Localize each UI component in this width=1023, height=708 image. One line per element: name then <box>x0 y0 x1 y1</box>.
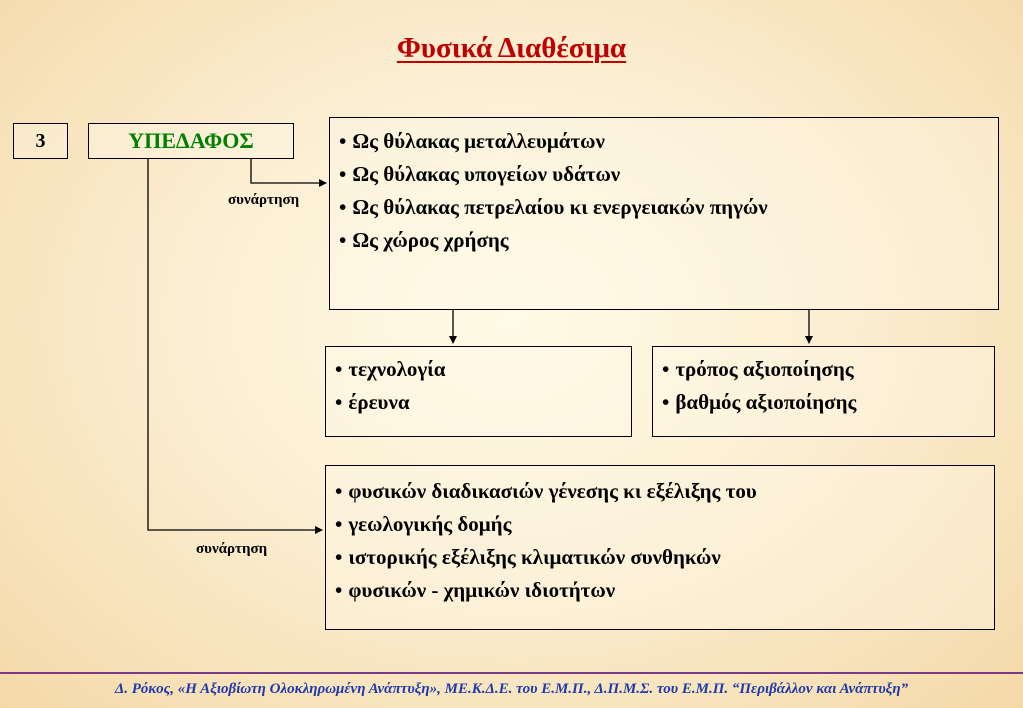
list-item: • βαθμός αξιοποίησης <box>662 386 994 419</box>
list-item: • Ως θύλακας πετρελαίου κι ενεργειακών πηγών <box>339 191 998 224</box>
dependency-label-bottom: συνάρτηση <box>196 541 268 557</box>
arrow-category-to-uses <box>251 159 326 183</box>
list-item: • γεωλογικής δομής <box>335 508 994 541</box>
factors-right-list <box>662 353 994 419</box>
uses-box <box>329 117 999 310</box>
factors-left-list <box>335 353 631 419</box>
list-item: • φυσικών διαδικασιών γένεσης κι εξέλιξης του <box>335 475 994 508</box>
list-item: • Ως χώρος χρήσης <box>339 224 998 257</box>
category-label: ΥΠΕΔΑΦΟΣ <box>128 128 254 153</box>
list-item: • τεχνολογία <box>335 353 631 386</box>
list-item: • Ως θύλακας υπογείων υδάτων <box>339 158 998 191</box>
number-box <box>13 123 68 159</box>
category-box <box>88 123 294 159</box>
list-item: • Ως θύλακας μεταλλευμάτων <box>339 125 998 158</box>
number-label: 3 <box>35 129 46 152</box>
properties-list <box>335 475 994 607</box>
list-item: • ιστορικής εξέλιξης κλιματικών συνθηκών <box>335 541 994 574</box>
uses-list <box>339 125 998 257</box>
list-item: • φυσικών - χημικών ιδιοτήτων <box>335 574 994 607</box>
properties-box <box>325 465 995 630</box>
list-item: • έρευνα <box>335 386 631 419</box>
factors-left-box <box>325 346 632 437</box>
arrow-category-to-properties <box>148 159 322 530</box>
footer-citation: Δ. Ρόκος, «Η Αξιοβίωτη Ολοκληρωμένη Ανάπτυξη», ΜΕ.Κ.Δ.Ε. του Ε.Μ.Π., Δ.Π.Μ.Σ. του Ε.Μ.Π. “Περιβάλλον και Ανάπτυξη” <box>114 681 909 697</box>
list-item: • τρόπος αξιοποίησης <box>662 353 994 386</box>
page-title: Φυσικά Διαθέσιμα <box>396 32 627 64</box>
factors-right-box <box>652 346 995 437</box>
footer-divider <box>0 672 1023 674</box>
dependency-label-top: συνάρτηση <box>228 192 300 208</box>
